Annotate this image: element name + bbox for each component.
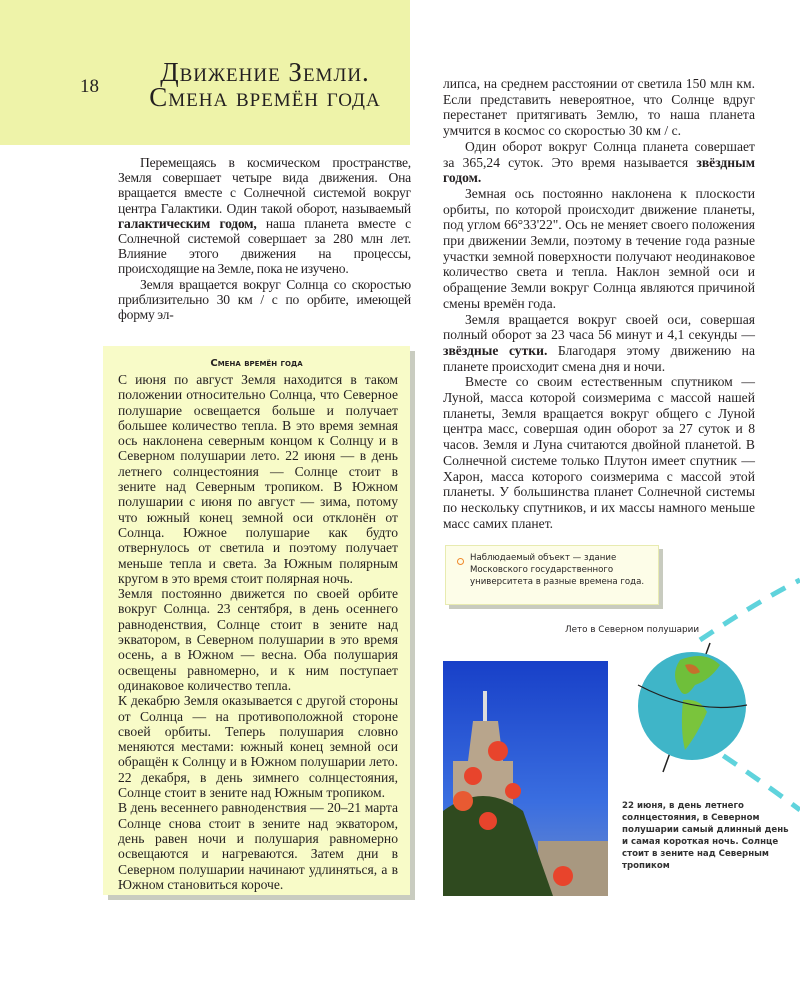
box-paragraph: Земля постоянно движется по своей орбите вокруг Солнца. 23 сентября, в день осеннего равноденствия, Солнце стоит в зените над экватором, в Северном полушарии в это время осень, а в Южном — весна. Оба полушария освещены равномерно, и к ним поступает одинаковое количество тепла. (118, 586, 398, 693)
box-paragraph: В день весеннего равноденствия — 20–21 марта Солнце снова стоит в зените над экватором, день равен ночи и полушария равномерно освещаются и нагреваются. Затем дни в Северном полушарии начинают удлиняться, а в Южном становиться короче. (118, 800, 398, 892)
paragraph: Земная ось постоянно наклонена к плоскости орбиты, по которой происходит движение планеты, под углом 66°33'22". Ось не меняет своего положения при движении Земли, поэтому в течение года разные участки земной поверхности получают неодинаковое количество света и тепла. Наклон земной оси и обращение Земли вокруг Солнца являются причиной смены времён года. (443, 185, 755, 311)
text: наша планета вместе с Солнечной системой совершает за 280 млн лет. Влияние этого движения на процессы, происходящие на Земле, пока не изучено. (118, 215, 411, 277)
photo-caption: 22 июня, в день летнего солнцестояния, в Северном полушарии самый длинный день и самая короткая ночь. Солнце стоит в зените над Северным тропиком (622, 801, 789, 871)
earth-globe-image (635, 640, 760, 775)
note-text: Наблюдаемый объект — здание Московского государственного университета в разные времена года. (470, 553, 645, 587)
text: Земля вращается вокруг своей оси, совершая полный оборот за 23 часа 56 минут и 4,1 секунды — (443, 311, 755, 343)
text: Благодаря этому движению на планете происходит смена дня и ночи. (443, 342, 755, 374)
title-line-2: Смена времён года (149, 82, 381, 112)
paragraph: Вместе со своим естественным спутником — Луной, масса которой соизмерима с массой нашей планеты, Земля вращается вокруг общего с Луной центра масс, совершая один оборот за 27 суток и 8 часов. Земля и Луна считаются двойной планетой. В Солнечной системе только Плутон имеет спутник — Харон, масса которого соизмерима с массой этой планеты. У большинства планет Солнечной системы по нескольку спутников, и их массы намного меньше масс самих планет. (443, 374, 755, 531)
page-title (140, 57, 390, 112)
box-paragraph: К декабрю Земля оказывается с другой стороны от Солнца — на противоположной стороне своей орбиты. Теперь полушария словно меняются местами: южный конец земной оси обращён к Солнцу и в Южном полушарии лето. 22 декабря, в день зимнего солнцестояния, Солнце стоит в зените над Южным тропиком. (118, 693, 398, 801)
box-paragraph: С июня по август Земля находится в таком положении относительно Солнца, что Северное полушарие освещается больше и получает большее количество тепла. В это время земная ось наклонена северным концом к Солнцу и в Северном полушарии лето. 22 июня — в день летнего солнцестояния — Солнце стоит в зените над Северным тропиком. В Южном полушарии с июня по август — зима, потому что южный конец земной оси отклонён от Солнца. Южное полушарие как будто отвернулось от светила и поэтому получает меньше тепла и света. За Южным полярным кругом в это время стоит полярная ночь. (118, 372, 398, 586)
bold-term: звёздные сутки. (443, 342, 548, 358)
text: Перемещаясь в космическом пространстве, Земля совершает четыре вида движения. Она вращается вместе с Солнечной системой вокруг центра Галактики. Один такой оборот, называемый (118, 155, 411, 216)
paragraph (443, 312, 755, 375)
box-heading: Смена времён года (210, 358, 303, 369)
bold-term: звёздным годом. (443, 154, 755, 186)
sidebar-box (103, 346, 410, 895)
msu-building-photo (443, 661, 608, 896)
bold-term: галактическим годом, (118, 215, 257, 231)
bullet-icon (457, 558, 464, 565)
text: Один оборот вокруг Солнца планета совершает за 365,24 суток. Это время называется (443, 138, 755, 170)
paragraph (443, 139, 755, 186)
paragraph: липса, на среднем расстоянии от светила 150 млн км. Если представить невероятное, что Солнце вдруг перестанет притягивать Землю, то наша планета умчится в космос со скоростью 30 км / с. (443, 76, 755, 139)
photo-illustration (443, 661, 608, 896)
left-column (118, 155, 411, 322)
globe-caption: Лето в Северном полушарии (565, 625, 700, 635)
title-line-1: Движение Земли. (160, 57, 370, 87)
right-column (443, 76, 755, 531)
paragraph: Земля вращается вокруг Солнца со скоростью приблизительно 30 км / с по орбите, имеющей форму эл- (118, 276, 411, 323)
page-number: 18 (80, 76, 99, 97)
paragraph (118, 155, 411, 277)
